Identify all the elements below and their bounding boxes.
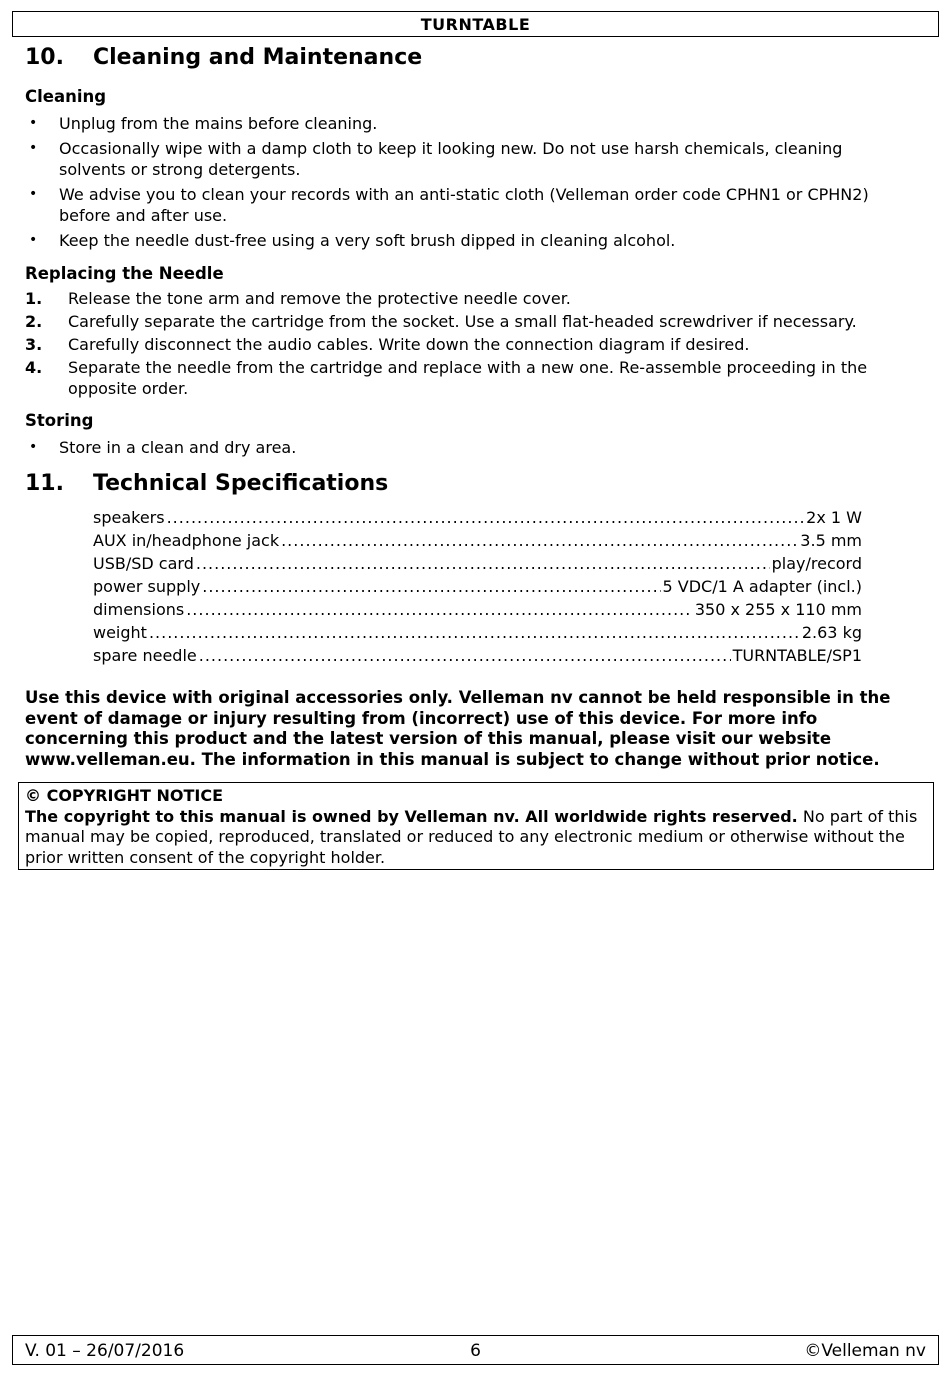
spec-table xyxy=(93,506,862,667)
spec-value: 2x 1 W xyxy=(806,508,862,527)
list-item: • Occasionally wipe with a damp cloth to keep it looking new. Do not use harsh chemicals, cleaning solvents or strong detergents. xyxy=(29,139,843,179)
bullet-icon: • xyxy=(29,232,38,248)
page-footer xyxy=(12,1335,939,1365)
dot-leader xyxy=(199,644,731,667)
step-item: 3. Carefully disconnect the audio cables. Write down the connection diagram if desired. xyxy=(25,335,750,354)
dot-leader xyxy=(149,621,800,644)
page-header xyxy=(12,11,939,37)
step-item: 4. Separate the needle from the cartridge and replace with a new one. Re-assemble proceeding in the opposite order. xyxy=(25,358,868,398)
dot-leader xyxy=(186,598,693,621)
spec-row xyxy=(93,529,862,552)
section-10-heading: Cleaning and Maintenance xyxy=(93,45,423,70)
spec-value: TURNTABLE/SP1 xyxy=(732,646,862,665)
spec-label: USB/SD card xyxy=(93,554,194,573)
spec-row xyxy=(93,644,862,667)
spec-value: 350 x 255 x 110 mm xyxy=(694,600,862,619)
list-item: • Store in a clean and dry area. xyxy=(29,438,297,457)
step-number: 4. xyxy=(25,358,43,377)
spec-row xyxy=(93,621,862,644)
spec-row xyxy=(93,575,862,598)
section-11-heading: Technical Specifications xyxy=(93,471,389,496)
section-11-title xyxy=(25,471,388,496)
spec-value: play/record xyxy=(771,554,862,573)
dot-leader xyxy=(202,575,660,598)
spec-label: power supply xyxy=(93,577,201,596)
spec-row xyxy=(93,552,862,575)
footer-version: V. 01 – 26/07/2016 xyxy=(25,1341,185,1361)
section-11-number: 11. xyxy=(25,471,64,496)
step-number: 2. xyxy=(25,312,43,331)
copyright-text: No part of this manual may be copied, reproduced, translated or reduced to any electronic medium or otherwise without the prior written consent of the copyright holder. xyxy=(25,806,918,867)
spec-value: 2.63 kg xyxy=(801,623,862,642)
spec-value: 5 VDC/1 A adapter (incl.) xyxy=(662,577,862,596)
bullet-icon: • xyxy=(29,115,38,131)
bullet-icon: • xyxy=(29,140,38,156)
step-number: 3. xyxy=(25,335,43,354)
bullet-icon: • xyxy=(29,439,38,455)
list-item: • Keep the needle dust-free using a very soft brush dipped in cleaning alcohol. xyxy=(29,231,676,250)
spec-row xyxy=(93,506,862,529)
dot-leader xyxy=(196,552,770,575)
disclaimer-text: Use this device with original accessories only. Velleman nv cannot be held responsible in the event of damage or injury resulting from (incorrect) use of this device. For more info concerning this product and the latest version of this manual, please visit our website www.velleman.eu. The information in this manual is subject to change without prior notice. xyxy=(25,688,891,769)
storing-list xyxy=(25,437,905,462)
section-10-number: 10. xyxy=(25,45,64,70)
copyright-bold-text: The copyright to this manual is owned by Velleman nv. All worldwide rights reserved. xyxy=(25,806,798,826)
spec-value: 3.5 mm xyxy=(800,531,862,550)
spec-label: dimensions xyxy=(93,600,185,619)
replacing-needle-steps xyxy=(25,288,905,401)
dot-leader xyxy=(281,529,798,552)
footer-owner: ©Velleman nv xyxy=(804,1341,926,1361)
list-item: • Unplug from the mains before cleaning. xyxy=(29,114,378,133)
spec-label: AUX in/headphone jack xyxy=(93,531,280,550)
dot-leader xyxy=(167,506,805,529)
header-title: TURNTABLE xyxy=(420,15,531,34)
replacing-needle-heading: Replacing the Needle xyxy=(25,264,224,283)
storing-heading: Storing xyxy=(25,411,94,430)
step-item: 2. Carefully separate the cartridge from the socket. Use a small flat-headed screwdriver if necessary. xyxy=(25,312,857,331)
cleaning-heading: Cleaning xyxy=(25,87,107,106)
spec-label: weight xyxy=(93,623,147,642)
cleaning-list xyxy=(25,113,905,255)
spec-row xyxy=(93,598,862,621)
copyright-title: © COPYRIGHT NOTICE xyxy=(25,786,224,805)
bullet-icon: • xyxy=(29,186,38,202)
step-number: 1. xyxy=(25,289,43,308)
spec-label: spare needle xyxy=(93,646,197,665)
section-10-title xyxy=(25,45,422,70)
list-item: • We advise you to clean your records with an anti-static cloth (Velleman order code CPHN1 or CPHN2) before and after use. xyxy=(29,185,869,225)
step-item: 1. Release the tone arm and remove the protective needle cover. xyxy=(25,289,571,308)
footer-page-number: 6 xyxy=(470,1341,481,1361)
spec-label: speakers xyxy=(93,508,165,527)
copyright-notice xyxy=(18,782,934,870)
